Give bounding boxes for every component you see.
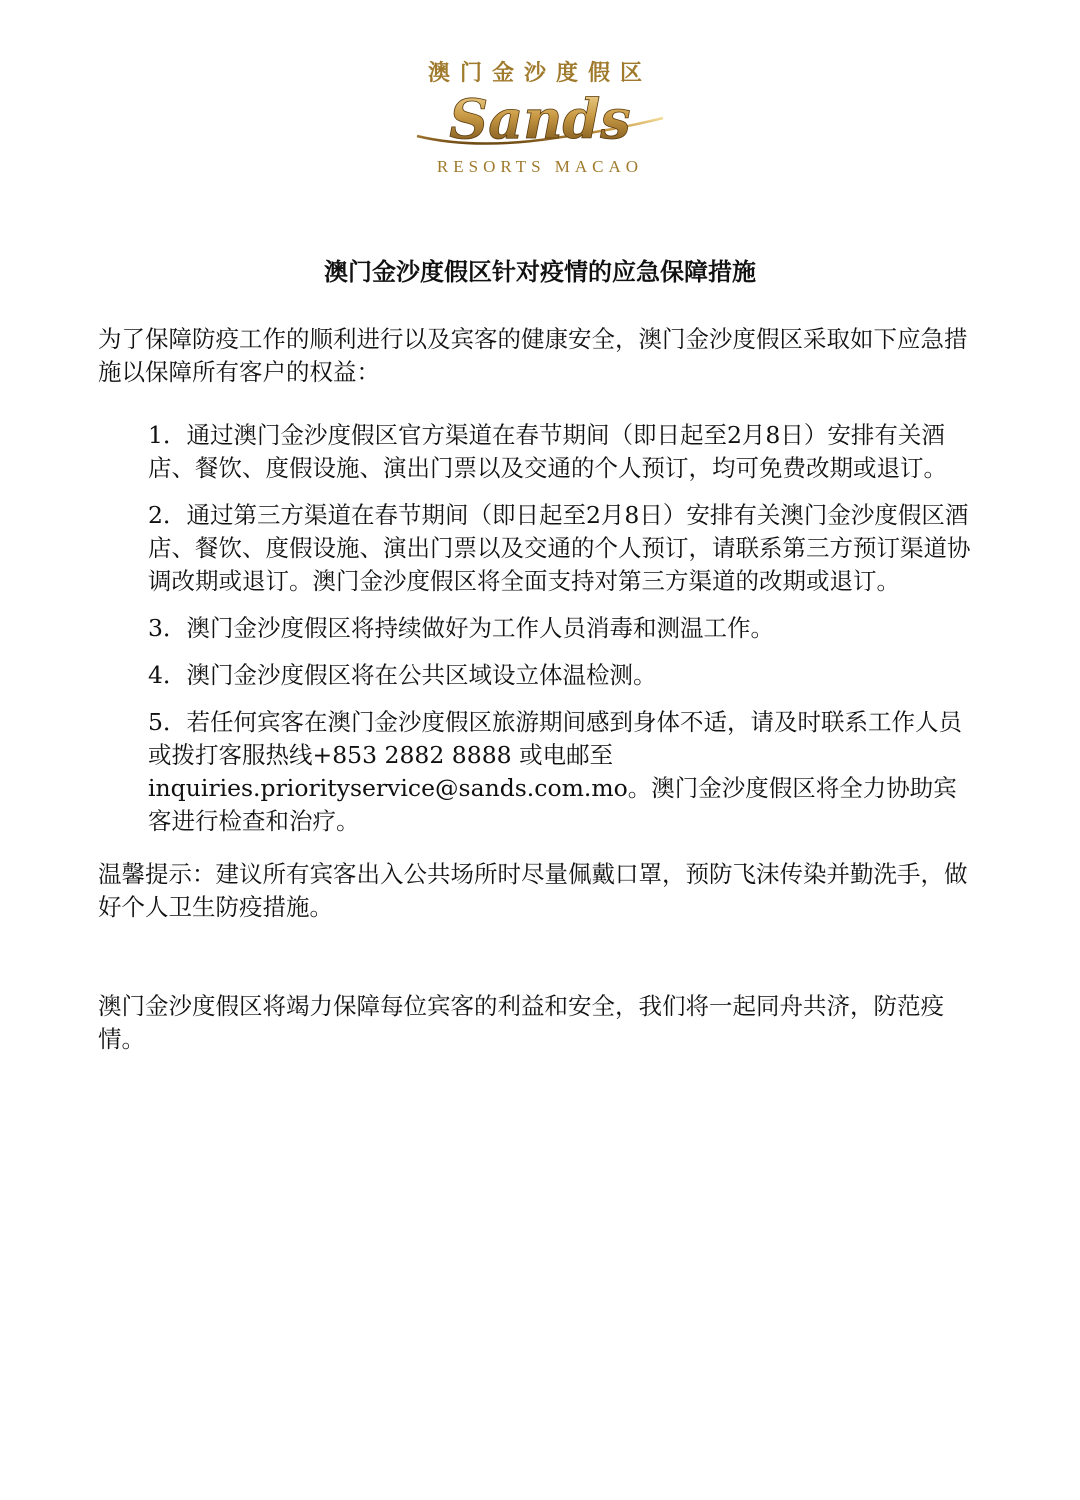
- document-body: [98, 323, 978, 1056]
- item-text: 若任何宾客在澳门金沙度假区旅游期间感到身体不适，请及时联系工作人员或拨打客服热线+853 2882 8888 或电邮至 inquiries.priorityservice@sands.com.mo。澳门金沙度假区将全力协助宾客进行检查和治疗。: [148, 708, 962, 835]
- document-title: 澳门金沙度假区针对疫情的应急保障措施: [324, 257, 756, 286]
- list-item: [148, 499, 978, 598]
- sands-wordmark-logo: [405, 92, 675, 154]
- list-item: [148, 419, 978, 485]
- measures-list: [98, 419, 978, 838]
- wordmark-text: Sands: [449, 92, 631, 151]
- closing-paragraph: 澳门金沙度假区将竭力保障每位宾客的利益和安全，我们将一起同舟共济，防范疫情。: [98, 992, 944, 1053]
- list-item: [148, 612, 978, 645]
- logo-chinese-name: 澳门金沙度假区: [427, 60, 652, 86]
- item-text: 澳门金沙度假区将持续做好为工作人员消毒和测温工作。: [186, 614, 774, 642]
- intro-paragraph: 为了保障防疫工作的顺利进行以及宾客的健康安全，澳门金沙度假区采取如下应急措施以保障所有客户的权益：: [98, 325, 968, 386]
- item-text: 通过澳门金沙度假区官方渠道在春节期间（即日起至2月8日）安排有关酒店、餐饮、度假设施、演出门票以及交通的个人预订，均可免费改期或退订。: [148, 421, 947, 482]
- item-number: 4．: [148, 661, 187, 689]
- logo-tagline: RESORTS MACAO: [436, 157, 644, 176]
- item-number: 1．: [148, 421, 187, 449]
- item-text: 澳门金沙度假区将在公共区域设立体温检测。: [186, 661, 657, 689]
- item-text: 通过第三方渠道在春节期间（即日起至2月8日）安排有关澳门金沙度假区酒店、餐饮、度假设施、演出门票以及交通的个人预订，请联系第三方预订渠道协调改期或退订。澳门金沙度假区将全面支持对第三方渠道的改期或退订。: [148, 501, 971, 595]
- item-number: 3．: [148, 614, 187, 642]
- tip-paragraph: 温馨提示：建议所有宾客出入公共场所时尽量佩戴口罩，预防飞沫传染并勤洗手，做好个人卫生防疫措施。: [98, 860, 968, 921]
- sands-logo: [0, 58, 1080, 178]
- list-item: [148, 706, 978, 838]
- item-number: 5．: [148, 708, 187, 736]
- list-item: [148, 659, 978, 692]
- item-number: 2．: [148, 501, 187, 529]
